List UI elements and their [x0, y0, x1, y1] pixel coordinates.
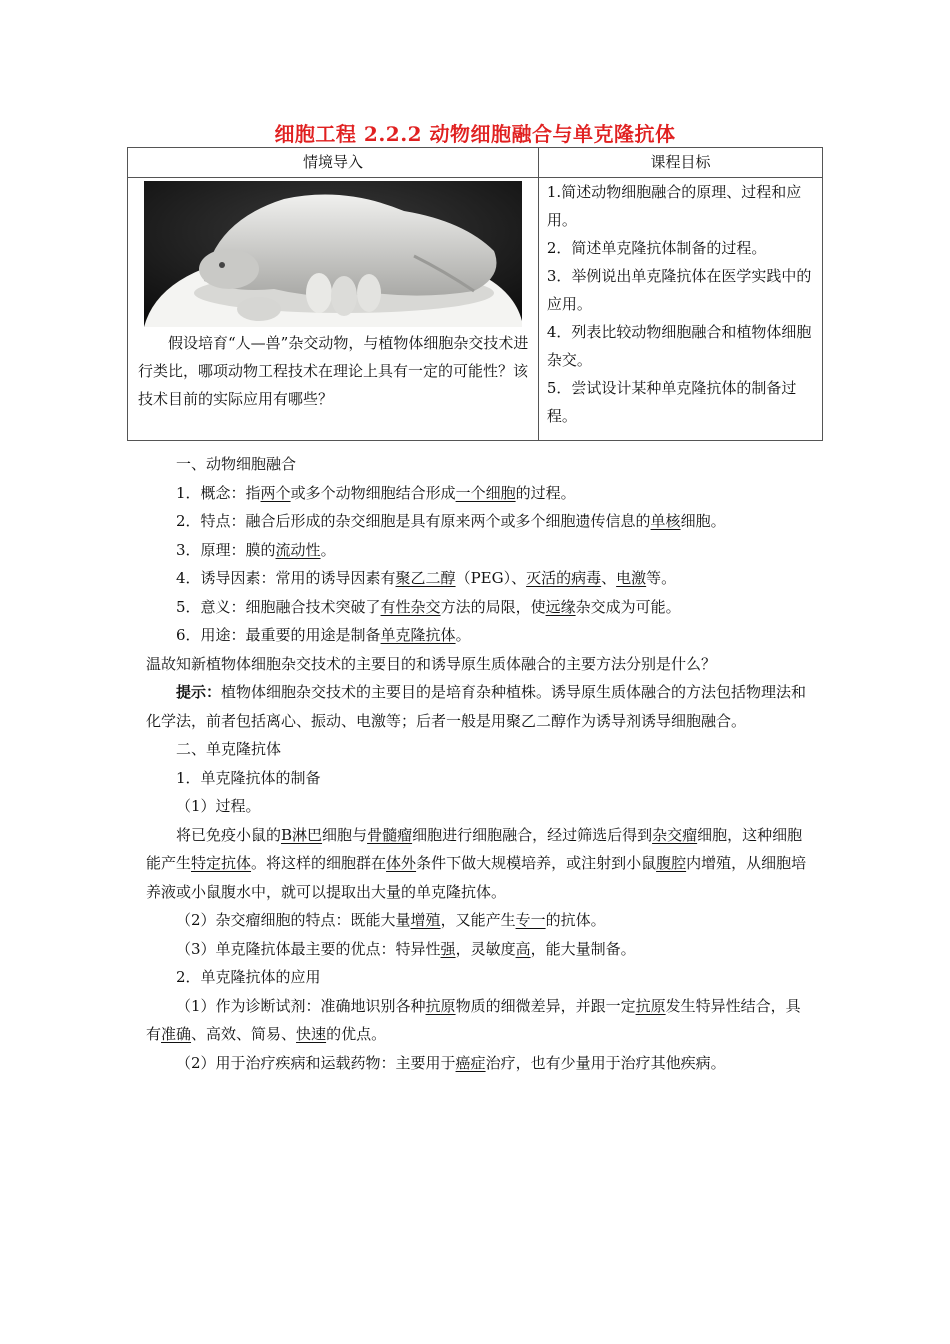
subheading: 1．单克隆抗体的制备	[176, 768, 321, 787]
process-label: （1）过程。	[176, 797, 261, 815]
process-paragraph: 将已免疫小鼠的B淋巴细胞与骨髓瘤细胞进行细胞融合，经过筛选后得到杂交瘤细胞，这种细胞能产生特定抗体。将这样的细胞群在体外条件下做大规模培养，或注射到小鼠腹腔内增殖，从细胞培养液或小鼠腹水中，就可以提取出大量的单克隆抗体。	[146, 825, 807, 901]
scenario-header: 情境导入	[128, 148, 539, 178]
application-diagnosis: （1）作为诊断试剂：准确地识别各种抗原物质的细微差异，并跟一定抗原发生特异性结合，具有准确、高效、简易、快速的优点。	[146, 996, 801, 1043]
sculpture-photo	[144, 181, 522, 327]
goal-item: 1.简述动物细胞融合的原理、过程和应用。	[546, 183, 802, 229]
hybridoma-features: （2）杂交瘤细胞的特点：既能大量增殖，又能产生专一的抗体。	[176, 911, 606, 929]
intro-table	[127, 147, 823, 441]
page-title: 细胞工程 2.2.2 动物细胞融合与单克隆抗体	[274, 122, 676, 146]
goals-header: 课程目标	[538, 148, 822, 178]
scenario-cell	[128, 178, 539, 441]
item-use: 6．用途：最重要的用途是制备单克隆抗体。	[176, 626, 471, 644]
item-principle: 3．原理：膜的流动性。	[176, 540, 336, 559]
scenario-text: 假设培育“人—兽”杂交动物，与植物体细胞杂交技术进行类比，哪项动物工程技术在理论上具有一定的可能性？该技术目前的实际应用有哪些？	[138, 334, 529, 408]
goals-cell	[538, 178, 822, 441]
review-question: 温故知新植物体细胞杂交技术的主要目的和诱导原生质体融合的主要方法分别是什么？	[146, 654, 717, 673]
hint-paragraph: 提示：植物体细胞杂交技术的主要目的是培育杂种植株。诱导原生质体融合的方法包括物理法和化学法，前者包括离心、振动、电激等；后者一般是用聚乙二醇作为诱导剂诱导细胞融合。	[146, 683, 807, 730]
section-heading: 二、单克隆抗体	[176, 740, 282, 758]
item-inducers: 4．诱导因素：常用的诱导因素有聚乙二醇（PEG）、灭活的病毒、电激等。	[176, 569, 677, 587]
goal-item: 4．列表比较动物细胞融合和植物体细胞杂交。	[546, 323, 812, 369]
subheading: 2．单克隆抗体的应用	[176, 968, 321, 986]
antibody-advantages: （3）单克隆抗体最主要的优点：特异性强，灵敏度高，能大量制备。	[176, 939, 636, 958]
goal-item: 5．尝试设计某种单克隆抗体的制备过程。	[546, 379, 797, 425]
application-therapy: （2）用于治疗疾病和运载药物：主要用于癌症治疗，也有少量用于治疗其他疾病。	[176, 1053, 726, 1072]
goal-item: 2．简述单克隆抗体制备的过程。	[546, 239, 767, 257]
goal-item: 3．举例说出单克隆抗体在医学实践中的应用。	[546, 267, 812, 313]
item-significance: 5．意义：细胞融合技术突破了有性杂交方法的局限，使远缘杂交成为可能。	[176, 597, 681, 616]
item-concept: 1．概念：指两个或多个动物细胞结合形成一个细胞的过程。	[176, 483, 576, 502]
item-feature: 2．特点：融合后形成的杂交细胞是具有原来两个或多个细胞遗传信息的单核细胞。	[176, 512, 726, 530]
main-content	[146, 450, 814, 1077]
section-heading: 一、动物细胞融合	[176, 455, 297, 473]
